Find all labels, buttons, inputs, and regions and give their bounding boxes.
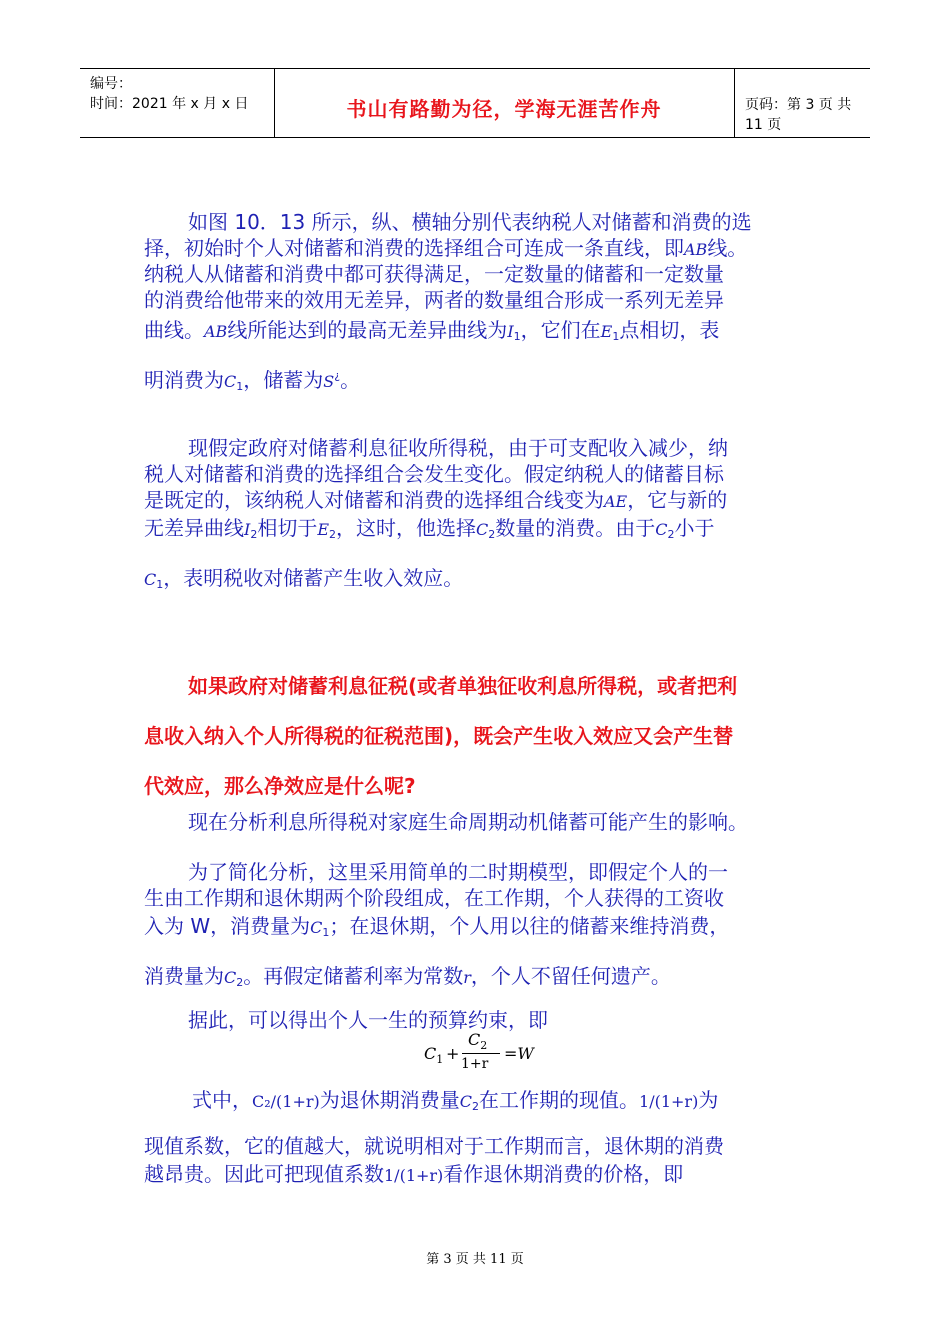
formula-equals-w: =W	[504, 1044, 534, 1063]
header-motto: 书山有路勤为径，学海无涯苦作舟	[346, 97, 662, 121]
text-line: 消费量为C2。再假定储蓄利率为常数r，个人不留任何遗产。	[144, 964, 671, 989]
formula-c1: $C_1$	[424, 1044, 444, 1067]
text-line: 如果政府对储蓄利息征税(或者单独征收利息所得税，或者把利	[188, 674, 738, 698]
text-line: 据此，可以得出个人一生的预算约束，即	[188, 1008, 548, 1032]
fraction-bar	[462, 1053, 500, 1054]
header-motto-cell	[274, 69, 735, 137]
formula-denominator: 1+r	[461, 1056, 489, 1072]
formula-numerator: $C_2$	[468, 1030, 488, 1053]
text-line: 为了简化分析，这里采用简单的二时期模型，即假定个人的一	[188, 860, 728, 884]
formula-plus: +	[446, 1044, 460, 1063]
text-line: 式中，C₂/(1+r)为退休期消费量C2在工作期的现值。1/(1+r)为	[192, 1088, 719, 1113]
page-header	[80, 68, 870, 138]
text-line: 如图 10．13 所示，纵、横轴分别代表纳税人对储蓄和消费的选	[188, 210, 752, 234]
text-line: 曲线。AB线所能达到的最高无差异曲线为I1，它们在E1点相切，表	[144, 318, 720, 343]
document-time-label: 时间：2021 年 x 月 x 日	[90, 96, 249, 112]
text-line: 生由工作期和退休期两个阶段组成，在工作期，个人获得的工资收	[144, 886, 724, 910]
text-line: 现在分析利息所得税对家庭生命周期动机储蓄可能产生的影响。	[188, 810, 748, 834]
text-line: 择，初始时个人对储蓄和消费的选择组合可连成一条直线，即AB线。	[144, 236, 748, 260]
text-line: 代效应，那么净效应是什么呢?	[144, 774, 416, 798]
text-line: 现值系数，它的值越大，就说明相对于工作期而言，退休期的消费	[144, 1134, 724, 1158]
text-line: 是既定的，该纳税人对储蓄和消费的选择组合线变为AE，它与新的	[144, 488, 728, 512]
header-page-cell	[735, 69, 870, 137]
text-line: 的消费给他带来的效用无差异，两者的数量组合形成一系列无差异	[144, 288, 724, 312]
budget-constraint-formula	[424, 1032, 554, 1076]
text-line: 纳税人从储蓄和消费中都可获得满足，一定数量的储蓄和一定数量	[144, 262, 724, 286]
document-number-label: 编号：	[90, 76, 132, 92]
text-line: 税人对储蓄和消费的选择组合会发生变化。假定纳税人的储蓄目标	[144, 462, 724, 486]
header-page-code: 页码：第 3 页 共 11 页	[745, 97, 852, 133]
text-line: 无差异曲线I2相切于E2，这时，他选择C2数量的消费。由于C2小于	[144, 516, 715, 541]
text-line: 明消费为C1，储蓄为S¿。	[144, 368, 361, 393]
text-line: 入为 W，消费量为C1；在退休期，个人用以往的储蓄来维持消费，	[144, 914, 730, 939]
text-line: 越昂贵。因此可把现值系数1/(1+r)看作退休期消费的价格，即	[144, 1162, 684, 1186]
header-info-cell	[80, 69, 275, 137]
text-line: 现假定政府对储蓄利息征收所得税，由于可支配收入减少，纳	[188, 436, 728, 460]
text-line: C1，表明税收对储蓄产生收入效应。	[144, 566, 464, 591]
page-footer: 第 3 页 共 11 页	[426, 1252, 524, 1267]
text-line: 息收入纳入个人所得税的征税范围)，既会产生收入效应又会产生替	[144, 724, 734, 748]
